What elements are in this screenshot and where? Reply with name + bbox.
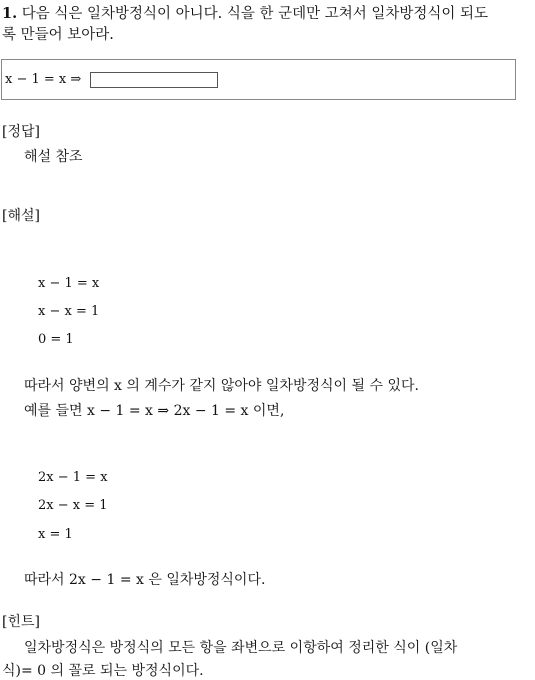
step-1-1: x − 1 = x [38,276,100,291]
explanation-heading: [해설] [2,208,40,224]
answer-box [1,59,516,100]
step-2-1: 2x − 1 = x [38,470,108,485]
step-2-3: x = 1 [38,527,73,542]
answer-heading: [정답] [2,124,40,140]
question-line-1 [2,2,488,23]
step-2-2: 2x − x = 1 [38,498,108,513]
question-text-2: 록 만들어 보아라. [2,27,114,43]
question-number: 1. [2,5,18,22]
explanation-sentence-3: 따라서 2x − 1 = x 은 일차방정식이다. [24,572,266,588]
answer-input[interactable] [90,72,218,88]
question-text-1: 다음 식은 일차방정식이 아니다. 식을 한 군데만 고쳐서 일차방정식이 되도 [21,6,489,22]
step-1-3: 0 = 1 [38,332,74,347]
explanation-sentence-1: 따라서 양변의 x 의 계수가 같지 않아야 일차방정식이 될 수 있다. [24,378,419,394]
explanation-sentence-2: 예를 들면 x − 1 = x ⇒ 2x − 1 = x 이면, [24,403,285,419]
hint-line-2: 식)= 0 의 꼴로 되는 방정식이다. [2,663,204,679]
box-expression: x − 1 = x ⇒ [5,72,82,87]
answer-body: 해설 참조 [24,149,83,165]
step-1-2: x − x = 1 [38,304,100,319]
hint-line-1: 일차방정식은 방정식의 모든 항을 좌변으로 이항하여 정리한 식이 (일차 [24,640,458,656]
hint-heading: [힌트] [2,614,40,630]
